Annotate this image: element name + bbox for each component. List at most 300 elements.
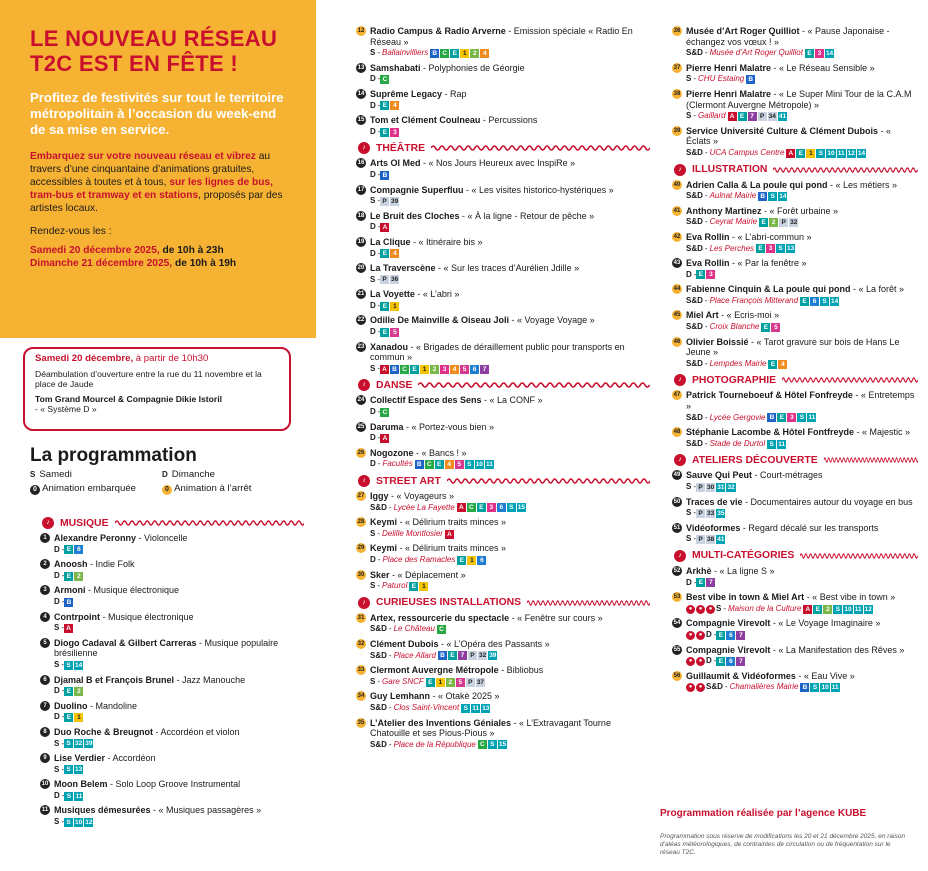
legend-samedi: S Samedi — [30, 469, 72, 480]
day-marker: S — [716, 603, 722, 613]
item-text — [686, 337, 918, 358]
separator: - — [704, 412, 708, 422]
stop-name: CHU Estaing — [698, 74, 745, 84]
line-prefix: S — [64, 765, 73, 774]
line-badge: B — [430, 49, 439, 58]
section-title: CURIEUSES INSTALLATIONS — [376, 597, 522, 609]
artist-name: Odille De Mainville & Oiseau Joli — [370, 315, 510, 326]
hero-intro: Embarquez sur votre nouveau réseau et vibrez au travers d’une cinquantaine d’animations gratuites, accessibles à toutes et à tous, sur les lignes de bus, tram-bus et tramway et en stations, proposés par des artistes locaux. — [30, 151, 283, 214]
item-meta — [370, 101, 650, 112]
artist-name: Suprême Legacy — [370, 88, 443, 99]
line-badge: 36 — [391, 276, 399, 284]
show-title: - Violoncelle — [136, 533, 188, 543]
artist-name: Guy Lemhann — [370, 691, 431, 702]
footer-credit: Programmation réalisée par l’agence KUBE — [660, 808, 867, 819]
program-item — [357, 517, 650, 539]
artist-name: Musiques démesurées — [54, 805, 151, 816]
show-title: - Rap — [442, 88, 467, 99]
artist-name: Nogozone — [370, 447, 414, 458]
show-title: - Regard décalé sur les transports — [740, 522, 879, 533]
item-text — [370, 263, 650, 274]
item-meta — [686, 217, 918, 228]
item-meta — [686, 244, 918, 255]
item-meta — [370, 222, 650, 233]
day-marker: S&D — [686, 438, 703, 448]
item-meta — [370, 74, 650, 85]
artist-name: Compagnie Superfluu — [370, 184, 464, 195]
item-text — [370, 491, 650, 502]
program-item — [357, 691, 650, 713]
item-text — [686, 284, 918, 295]
show-title: - Musique électronique — [99, 611, 194, 622]
item-text — [370, 237, 650, 248]
show-title: - « Les visites historico-hystériques » — [463, 184, 614, 195]
show-title: - « Fenêtre sur cours » — [509, 612, 603, 623]
program-item — [673, 336, 918, 370]
program-item — [357, 421, 650, 444]
artist-name: Duo Roche & Breugnot — [54, 726, 153, 737]
line-badge: 6 — [470, 365, 479, 374]
item-meta — [370, 581, 650, 592]
item-text — [54, 585, 304, 596]
line-badge: 37 — [476, 678, 485, 686]
wave-divider — [824, 456, 918, 464]
separator: - — [61, 596, 65, 606]
day-marker: S — [370, 676, 376, 686]
program-item — [43, 753, 304, 775]
line-badge: 3 — [440, 365, 449, 374]
show-title: - « L’abri » — [414, 289, 460, 300]
item-meta — [370, 249, 650, 260]
item-number: 11 — [41, 807, 49, 814]
item-number: 41 — [673, 207, 681, 214]
program-item — [357, 158, 650, 180]
day-marker: S — [370, 528, 376, 538]
wave-divider — [782, 376, 918, 384]
item-number: 32 — [357, 640, 365, 647]
show-title: - « Portez-vous bien » — [403, 421, 495, 432]
show-title: - « L’Extravagant Tourne Chatouille et ses Pious-Pious » — [370, 717, 611, 739]
section-icon: ♪ — [358, 142, 370, 154]
day-marker: S — [686, 508, 692, 518]
show-title: - Indie Folk — [87, 559, 135, 570]
separator: - — [377, 248, 381, 258]
item-number: 37 — [673, 64, 681, 71]
section-title: THÉÂTRE — [376, 142, 426, 154]
day-marker: S — [370, 581, 376, 591]
item-text — [54, 612, 304, 623]
line-prefix: S — [64, 739, 73, 748]
day-marker: D — [54, 570, 60, 580]
stop-name: Gaillard — [698, 111, 726, 121]
category-icon: ● — [696, 657, 705, 666]
program-item — [673, 26, 918, 59]
line-badge: C — [478, 740, 487, 749]
stop-name: Croix Blanche — [709, 322, 760, 332]
line-badge: E — [380, 302, 389, 311]
hero-rdv: Rendez-vous les : — [30, 226, 112, 237]
separator: - — [704, 295, 708, 305]
artist-name: Xanadou — [370, 341, 409, 352]
line-badge: 33 — [707, 509, 715, 517]
item-text — [54, 779, 304, 790]
artist-name: La Clique — [370, 236, 411, 247]
item-text — [370, 422, 650, 433]
stop-name: Lycée La Fayette — [393, 502, 455, 512]
line-badge: 1 — [74, 713, 83, 722]
line-badge: 7 — [736, 657, 745, 666]
item-text — [370, 395, 650, 406]
line-badge: E — [759, 218, 768, 227]
line-badge: 6 — [74, 545, 83, 554]
item-meta — [370, 196, 650, 207]
program-item — [357, 491, 650, 513]
separator: - — [377, 433, 381, 443]
show-title: - « L’abri-commun » — [729, 231, 812, 242]
category-icon: ● — [686, 631, 695, 640]
item-number: 39 — [673, 127, 681, 134]
item-number: 22 — [357, 317, 365, 324]
item-text — [370, 639, 650, 650]
line-badge: A — [728, 112, 737, 121]
line-badge: E — [716, 631, 725, 640]
line-badge: 12 — [85, 818, 93, 826]
stop-name: Paturol — [382, 581, 408, 591]
hero-dates: Samedi 20 décembre 2025, de 10h à 23h Dimanche 21 décembre 2025, de 10h à 19h — [30, 245, 237, 269]
line-badge: 11 — [831, 684, 839, 692]
section-icon: ♪ — [674, 374, 686, 386]
day-marker: S&D — [686, 243, 703, 253]
item-number: 56 — [673, 672, 681, 679]
item-number: 52 — [673, 567, 681, 574]
artist-name: Musée d’Art Roger Quilliot — [686, 26, 800, 36]
line-badge: 4 — [445, 460, 454, 469]
item-meta — [54, 739, 304, 750]
line-badge: C — [437, 625, 446, 634]
show-title: - « Itinéraire bis » — [410, 236, 483, 247]
program-item — [357, 289, 650, 311]
program-header — [30, 445, 300, 495]
line-badge: A — [380, 365, 389, 374]
day-marker: D — [54, 544, 60, 554]
artist-name: Daruma — [370, 421, 404, 432]
artist-name: La Traverscène — [370, 263, 436, 274]
artist-name: Stéphanie Lacombe & Hôtel Fontfreyde — [686, 427, 855, 438]
stop-name: Lycée Gergovie — [709, 412, 766, 422]
item-meta — [370, 275, 650, 286]
wave-divider — [115, 519, 305, 527]
separator: - — [377, 300, 381, 310]
item-text — [370, 158, 650, 169]
separator: - — [724, 682, 728, 692]
program-item — [673, 470, 918, 492]
day-marker: D — [686, 577, 692, 587]
separator: - — [704, 322, 708, 332]
section-header — [358, 596, 650, 610]
section-icon: ♪ — [674, 454, 686, 466]
line-badge: 3 — [815, 49, 824, 58]
item-meta — [686, 604, 918, 615]
separator: - — [377, 222, 381, 232]
day-marker: S — [686, 74, 692, 84]
item-text — [370, 185, 650, 196]
program-item — [673, 179, 918, 202]
line-badge: 7 — [458, 651, 467, 660]
line-badge: 2 — [470, 49, 479, 58]
item-text — [370, 691, 650, 702]
item-text — [370, 289, 650, 300]
stop-name: Clos Saint-Vincent — [393, 702, 460, 712]
line-badge: 13 — [482, 704, 490, 712]
item-text — [370, 613, 650, 624]
line-badge: E — [450, 49, 459, 58]
item-meta — [54, 597, 304, 608]
show-title: - Solo Loop Groove Instrumental — [107, 779, 241, 790]
line-badge: 4 — [778, 360, 787, 369]
separator: - — [693, 111, 697, 121]
day-marker: S&D — [686, 358, 703, 368]
program-item — [673, 125, 918, 159]
line-badge: E — [696, 578, 705, 587]
artist-name: Duolino — [54, 700, 88, 711]
line-badge: 14 — [831, 297, 839, 305]
separator: - — [704, 217, 708, 227]
section-header — [358, 378, 650, 392]
item-meta — [686, 322, 918, 333]
separator: - — [693, 577, 697, 587]
line-badge: 1 — [436, 678, 445, 687]
separator: - — [377, 274, 381, 284]
item-meta — [370, 301, 650, 312]
item-number: 30 — [357, 571, 365, 578]
wave-divider — [773, 166, 918, 174]
line-badge: 7 — [748, 112, 757, 121]
item-number: 23 — [357, 343, 365, 350]
category-icon: ● — [696, 605, 705, 614]
item-number: 45 — [673, 312, 681, 319]
program-item — [43, 637, 304, 671]
program-item — [357, 612, 650, 635]
line-badge: E — [756, 244, 765, 253]
show-title: - « Otakè 2025 » — [430, 691, 500, 702]
line-badge: 1 — [419, 582, 428, 591]
line-badge: 14 — [75, 661, 83, 669]
section-title: STREET ART — [376, 475, 441, 487]
legend-arret: 0 Animation à l’arrêt — [162, 483, 300, 495]
item-meta — [686, 74, 918, 85]
item-text — [54, 805, 304, 816]
artist-name: Samshabati — [370, 62, 421, 73]
show-title: - Percussions — [480, 115, 538, 126]
item-text — [54, 533, 304, 544]
separator: - — [61, 712, 65, 722]
item-meta — [370, 127, 650, 138]
separator: - — [61, 623, 65, 633]
day-marker: S — [370, 196, 376, 206]
show-title: - « Le Super Mini Tour de la C.A.M (Clermont Auvergne Métropole) » — [686, 88, 912, 110]
day-marker: D — [706, 656, 712, 666]
line-badge: 2 — [823, 605, 832, 614]
program-item — [43, 726, 304, 749]
program-item — [357, 315, 650, 337]
section-icon: ♪ — [674, 164, 686, 176]
day-marker: D — [54, 790, 60, 800]
line-badge: 11 — [808, 414, 816, 422]
artist-name: Compagnie Virevolt — [686, 618, 771, 629]
program-item — [357, 341, 650, 375]
separator: - — [704, 438, 708, 448]
line-badge: 6 — [726, 657, 735, 666]
item-meta — [370, 740, 650, 751]
item-meta — [370, 651, 650, 662]
show-title: - Court-métrages — [752, 470, 823, 481]
line-badge: 10 — [844, 605, 852, 613]
artist-name: Compagnie Virevolt — [686, 644, 771, 655]
artist-name: Lise Verdier — [54, 753, 106, 764]
artist-name: Keymi — [370, 517, 398, 528]
program-item — [357, 184, 650, 207]
line-badge: E — [813, 605, 822, 614]
line-badge: E — [410, 365, 419, 374]
artist-name: Keymi — [370, 543, 398, 554]
item-number: 53 — [673, 594, 681, 601]
separator: - — [377, 196, 381, 206]
line-badge: E — [716, 657, 725, 666]
line-prefix: S — [64, 661, 73, 670]
line-badge: 10 — [475, 461, 483, 469]
item-number: 55 — [673, 646, 681, 653]
separator: - — [61, 738, 65, 748]
separator: - — [388, 502, 392, 512]
section-icon: ♪ — [674, 550, 686, 562]
item-number: 51 — [673, 524, 681, 531]
stop-name: Place Allard — [393, 650, 436, 660]
program-item — [673, 670, 918, 693]
line-badge: B — [64, 598, 73, 607]
item-text — [686, 645, 918, 656]
line-badge: 35 — [717, 509, 725, 517]
line-badge: C — [400, 365, 409, 374]
line-badge: 15 — [517, 504, 526, 512]
show-title: - « Les métiers » — [827, 179, 898, 190]
line-badge: A — [803, 605, 812, 614]
item-text — [370, 26, 650, 47]
line-badge: E — [64, 713, 73, 722]
item-text — [686, 63, 918, 74]
item-meta — [370, 327, 650, 338]
line-badge: 1 — [420, 365, 429, 374]
separator: - — [61, 817, 65, 827]
line-badge: E — [380, 128, 389, 137]
line-prefix: S — [64, 792, 73, 801]
artist-name: Traces de vie — [686, 496, 743, 507]
item-meta — [686, 439, 918, 450]
program-item — [673, 231, 918, 254]
stop-name: Maison de la Culture — [728, 603, 802, 613]
show-title: - « Forêt urbaine » — [761, 205, 839, 216]
line-badge: 3 — [706, 270, 715, 279]
separator: - — [377, 581, 381, 591]
line-prefix: S — [461, 704, 470, 713]
section-header — [42, 516, 304, 530]
separator: - — [693, 269, 697, 279]
line-prefix: P — [758, 112, 767, 121]
line-badge: B — [415, 460, 424, 469]
opening-box — [23, 347, 291, 431]
item-meta — [686, 534, 918, 545]
line-badge: E — [380, 328, 389, 337]
item-meta — [370, 624, 650, 635]
stop-name: Delille Montlosier — [382, 528, 443, 538]
item-number: 49 — [673, 472, 681, 479]
line-badge: 5 — [771, 323, 780, 332]
opening-artist: Tom Grand Mourcel & Compagnie Dikie Istoril - « Système D » — [35, 393, 223, 414]
line-badge: E — [696, 270, 705, 279]
line-badge: A — [786, 149, 795, 158]
line-badge: E — [738, 112, 747, 121]
program-item — [43, 611, 304, 634]
wave-divider — [431, 144, 650, 152]
separator: - — [723, 603, 727, 613]
line-badge: B — [800, 683, 809, 692]
line-badge: 32 — [75, 740, 83, 748]
line-badge: 2 — [430, 365, 439, 374]
line-badge: 7 — [706, 578, 715, 587]
line-badge: 1 — [460, 49, 469, 58]
category-icon: ● — [706, 605, 715, 614]
show-title: - Musique électronique — [85, 585, 180, 596]
line-badge: 34 — [768, 112, 776, 120]
item-text — [54, 753, 304, 764]
separator: - — [704, 358, 708, 368]
program-item — [43, 585, 304, 607]
show-title: - « Nos Jours Heureux avec InspiRe » — [420, 158, 576, 169]
column-1 — [41, 516, 304, 832]
separator: - — [704, 147, 708, 157]
program-item — [357, 236, 650, 259]
artist-name: L’Atelier des Inventions Géniales — [370, 717, 512, 728]
day-marker: S&D — [706, 682, 723, 692]
day-marker: S — [370, 363, 376, 373]
legend-dimanche: D Dimanche — [162, 469, 215, 480]
section-title: ATELIERS DÉCOUVERTE — [692, 454, 818, 466]
item-number: 14 — [357, 90, 365, 97]
artist-name: Service Université Culture & Clément Dubois — [686, 125, 879, 136]
item-meta — [686, 578, 918, 589]
wave-divider — [527, 599, 650, 607]
show-title: - « Eau Vive » — [795, 670, 855, 681]
line-prefix: S — [465, 460, 474, 469]
program-item — [357, 717, 650, 751]
separator: - — [377, 363, 381, 373]
item-number: 33 — [357, 667, 365, 674]
line-badge: 39 — [85, 740, 93, 748]
item-number: 9 — [40, 753, 50, 763]
item-number: 43 — [673, 260, 681, 267]
day-marker: D — [370, 407, 376, 417]
separator: - — [388, 650, 392, 660]
item-meta — [686, 296, 918, 307]
line-badge: 6 — [726, 631, 735, 640]
artist-name: Contrpoint — [54, 611, 100, 622]
program-item — [673, 310, 918, 332]
program-item — [673, 258, 918, 280]
show-title: - « Musiques passagères » — [150, 805, 262, 816]
stop-name: Ballainvilliers — [382, 48, 429, 58]
item-number: 8 — [40, 727, 50, 737]
item-number: 3 — [40, 585, 50, 595]
artist-name: Le Bruit des Cloches — [370, 210, 460, 221]
